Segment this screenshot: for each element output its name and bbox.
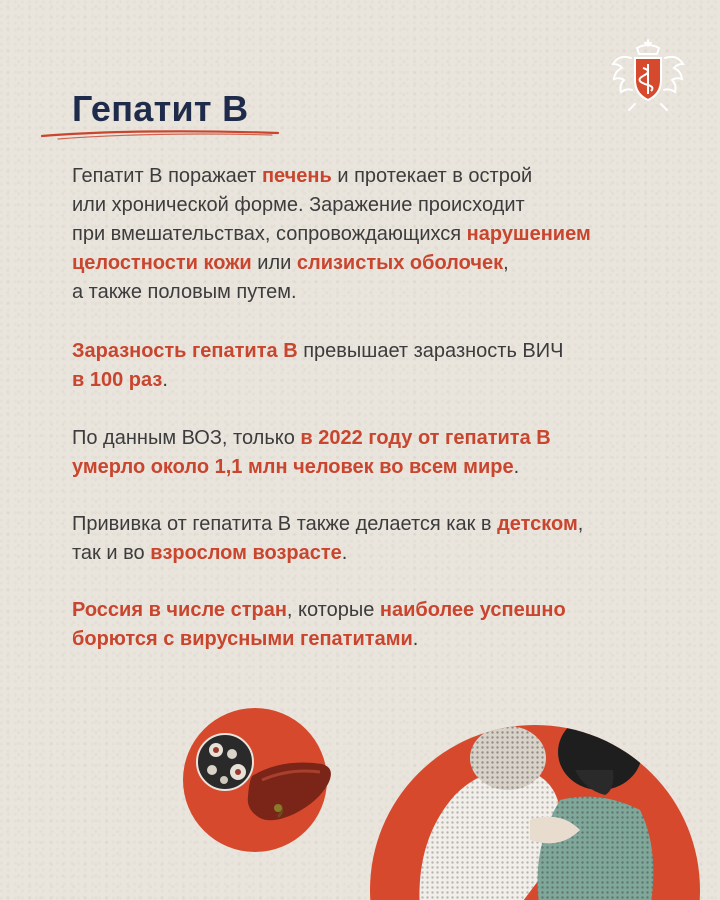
liver-virus-badge [183, 708, 331, 852]
text: при вмешательствах, сопровождающихся [72, 223, 467, 245]
highlight-children: детском [497, 513, 578, 535]
text: , [503, 252, 509, 274]
text: так и во [72, 542, 151, 564]
highlight-skin-integrity: целостности кожи [72, 252, 252, 274]
paragraph-who-stats [72, 424, 551, 482]
text: , [577, 513, 584, 535]
text: . [341, 542, 348, 564]
vaccination-photo [370, 714, 700, 900]
title-underline-stroke [40, 124, 280, 142]
highlight-russia: Россия в числе стран [72, 599, 287, 621]
text: Гепатит В поражает [72, 165, 262, 187]
text: или [251, 252, 297, 274]
highlight-viral-hepatitis: борются с вирусными гепатитами [72, 628, 413, 650]
text: . [412, 628, 419, 650]
page-title: Гепатит В [72, 88, 249, 129]
highlight-mucous: слизистых оболочек [296, 252, 504, 274]
text: а также половым путем. [72, 281, 297, 303]
highlight-violation: нарушением [466, 223, 591, 245]
paragraph-contagiousness [72, 337, 563, 395]
text: , которые [286, 599, 380, 621]
text: По данным ВОЗ, только [72, 427, 301, 449]
text: превышает заразность ВИЧ [297, 340, 564, 362]
bottom-illustration [0, 680, 720, 900]
ministry-emblem-icon [607, 34, 689, 114]
text: и протекает в острой [331, 165, 533, 187]
paragraph-hepatitis-description [72, 162, 591, 307]
virus-cells-icon [197, 734, 253, 790]
highlight-most-successful: наиболее успешно [379, 599, 566, 621]
paragraph-russia [72, 596, 566, 654]
text: Прививка от гепатита В также делается как в [72, 513, 498, 535]
highlight-adults: взрослом возрасте [150, 542, 342, 564]
highlight-contagiousness: Заразность гепатита В [72, 340, 298, 362]
highlight-liver: печень [261, 165, 332, 187]
text: или хронической форме. Заражение происходит [72, 194, 525, 216]
highlight-100-times: в 100 раз [72, 369, 163, 391]
text: . [162, 369, 168, 391]
paragraph-vaccination [72, 510, 583, 568]
highlight-deaths: умерло около 1,1 млн человек во всем мире [72, 456, 514, 478]
text: . [513, 456, 520, 478]
highlight-2022: в 2022 году от гепатита В [300, 427, 551, 449]
